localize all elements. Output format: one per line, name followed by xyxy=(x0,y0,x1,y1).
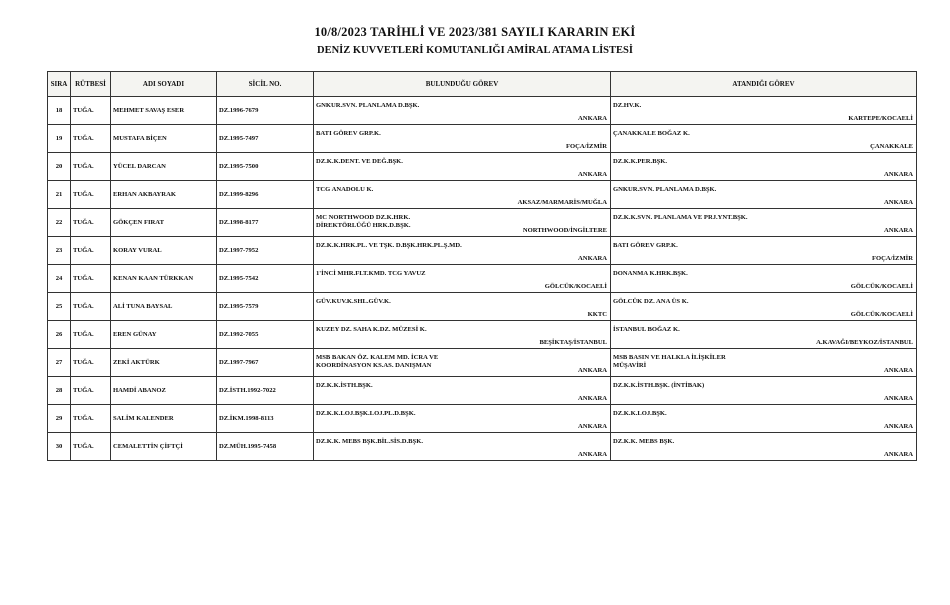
atandigi-gorev-yer: KARTEPE/KOCAELİ xyxy=(848,115,913,122)
row-sicil-no: DZ.1992-7055 xyxy=(217,321,314,349)
row-atandigi-gorev xyxy=(611,405,917,433)
row-sira: 19 xyxy=(48,125,71,153)
table-row xyxy=(48,265,917,293)
bulundugu-gorev-yer: ANKARA xyxy=(578,395,607,402)
bulundugu-gorev-text: DZ.K.K.LOJ.BŞK.LOJ.PL.D.BŞK. xyxy=(316,410,416,417)
column-header-bulundugu-gorev: BULUNDUĞU GÖREV xyxy=(314,72,611,97)
row-bulundugu-gorev xyxy=(314,377,611,405)
bulundugu-gorev-text: MC NORTHWOOD DZ.K.HRK. DİREKTÖRLÜĞÜ HRK.D.BŞK. xyxy=(316,214,411,229)
row-rutbe: TUĞA. xyxy=(71,209,111,237)
atandigi-gorev-text: DZ.K.K. MEBS BŞK. xyxy=(613,438,675,445)
row-sira: 30 xyxy=(48,433,71,461)
atandigi-gorev-yer: ANKARA xyxy=(884,423,913,430)
row-atandigi-gorev xyxy=(611,293,917,321)
atandigi-gorev-text: DZ.K.K.SVN. PLANLAMA VE PRJ.YNT.BŞK. xyxy=(613,214,748,221)
row-bulundugu-gorev xyxy=(314,293,611,321)
bulundugu-gorev-text: DZ.K.K.HRK.PL. VE TŞK. D.BŞK.HRK.PL.Ş.MD. xyxy=(316,242,462,249)
column-header-atandigi-gorev: ATANDIĞI GÖREV xyxy=(611,72,917,97)
row-sira: 21 xyxy=(48,181,71,209)
row-sira: 29 xyxy=(48,405,71,433)
row-rutbe: TUĞA. xyxy=(71,97,111,125)
row-bulundugu-gorev xyxy=(314,125,611,153)
row-sira: 26 xyxy=(48,321,71,349)
row-sicil-no: DZ.1997-7967 xyxy=(217,349,314,377)
atandigi-gorev-text: ÇANAKKALE BOĞAZ K. xyxy=(613,130,690,137)
row-atandigi-gorev xyxy=(611,153,917,181)
row-rutbe: TUĞA. xyxy=(71,153,111,181)
bulundugu-gorev-text: TCG ANADOLU K. xyxy=(316,186,374,193)
atandigi-gorev-yer: A.KAVAĞI/BEYKOZ/İSTANBUL xyxy=(816,339,913,346)
row-rutbe: TUĞA. xyxy=(71,237,111,265)
table-row xyxy=(48,237,917,265)
bulundugu-gorev-yer: AKSAZ/MARMARİS/MUĞLA xyxy=(517,199,607,206)
row-ad-soyad: KORAY VURAL xyxy=(111,237,217,265)
row-sira: 22 xyxy=(48,209,71,237)
row-atandigi-gorev xyxy=(611,265,917,293)
bulundugu-gorev-yer: NORTHWOOD/İNGİLTERE xyxy=(522,227,607,234)
row-sicil-no: DZ.1995-7542 xyxy=(217,265,314,293)
table-row xyxy=(48,405,917,433)
row-sicil-no: DZ.1998-8177 xyxy=(217,209,314,237)
atandigi-gorev-yer: ANKARA xyxy=(884,199,913,206)
row-bulundugu-gorev xyxy=(314,181,611,209)
table-row xyxy=(48,97,917,125)
row-rutbe: TUĞA. xyxy=(71,405,111,433)
row-ad-soyad: MUSTAFA BİÇEN xyxy=(111,125,217,153)
row-ad-soyad: ALİ TUNA BAYSAL xyxy=(111,293,217,321)
row-sira: 18 xyxy=(48,97,71,125)
row-bulundugu-gorev xyxy=(314,237,611,265)
bulundugu-gorev-yer: FOÇA/İZMİR xyxy=(565,143,607,150)
atandigi-gorev-text: DZ.K.K.LOJ.BŞK. xyxy=(613,410,667,417)
row-rutbe: TUĞA. xyxy=(71,265,111,293)
atandigi-gorev-yer: ANKARA xyxy=(884,171,913,178)
table-row xyxy=(48,349,917,377)
bulundugu-gorev-yer: BEŞİKTAŞ/İSTANBUL xyxy=(539,339,607,346)
row-atandigi-gorev xyxy=(611,377,917,405)
atandigi-gorev-text: DZ.K.K.PER.BŞK. xyxy=(613,158,668,165)
row-atandigi-gorev xyxy=(611,433,917,461)
row-ad-soyad: SALİM KALENDER xyxy=(111,405,217,433)
row-atandigi-gorev xyxy=(611,97,917,125)
bulundugu-gorev-text: MSB BAKAN ÖZ. KALEM MD. İCRA VE KOORDİNASYON KS.AS. DANIŞMAN xyxy=(316,354,439,369)
row-ad-soyad: KENAN KAAN TÜRKKAN xyxy=(111,265,217,293)
row-bulundugu-gorev xyxy=(314,405,611,433)
row-rutbe: TUĞA. xyxy=(71,377,111,405)
atandigi-gorev-yer: GÖLCÜK/KOCAELİ xyxy=(850,311,913,318)
bulundugu-gorev-text: BATI GÖREV GRP.K. xyxy=(316,130,381,137)
row-sira: 23 xyxy=(48,237,71,265)
column-header-rutbe: RÜTBESİ xyxy=(71,72,111,97)
row-rutbe: TUĞA. xyxy=(71,181,111,209)
row-ad-soyad: CEMALETTİN ÇİFTÇİ xyxy=(111,433,217,461)
bulundugu-gorev-yer: ANKARA xyxy=(578,423,607,430)
row-atandigi-gorev xyxy=(611,125,917,153)
row-sicil-no: DZ.MÜH.1995-7458 xyxy=(217,433,314,461)
row-sicil-no: DZ.İSTH.1992-7022 xyxy=(217,377,314,405)
document-subtitle: DENİZ KUVVETLERİ KOMUTANLIĞI AMİRAL ATAMA LİSTESİ xyxy=(317,45,633,56)
bulundugu-gorev-text: DZ.K.K.DENT. VE DEĞ.BŞK. xyxy=(316,158,403,165)
atandigi-gorev-text: BATI GÖREV GRP.K. xyxy=(613,242,678,249)
row-rutbe: TUĞA. xyxy=(71,293,111,321)
table-row xyxy=(48,125,917,153)
atandigi-gorev-yer: ÇANAKKALE xyxy=(870,143,913,150)
table-header-row xyxy=(48,72,917,97)
row-sira: 20 xyxy=(48,153,71,181)
row-sira: 27 xyxy=(48,349,71,377)
atandigi-gorev-yer: ANKARA xyxy=(884,367,913,374)
row-rutbe: TUĞA. xyxy=(71,125,111,153)
row-ad-soyad: EREN GÜNAY xyxy=(111,321,217,349)
table-row xyxy=(48,153,917,181)
row-sicil-no: DZ.1997-7952 xyxy=(217,237,314,265)
document-title: 10/8/2023 TARİHLİ VE 2023/381 SAYILI KARARIN EKİ xyxy=(314,25,636,39)
atandigi-gorev-text: DZ.K.K.İSTH.BŞK. (İNTİBAK) xyxy=(613,382,705,389)
table-row xyxy=(48,321,917,349)
column-header-ad-soyad: ADI SOYADI xyxy=(111,72,217,97)
row-bulundugu-gorev xyxy=(314,321,611,349)
row-atandigi-gorev xyxy=(611,209,917,237)
table-row xyxy=(48,209,917,237)
bulundugu-gorev-yer: ANKARA xyxy=(578,367,607,374)
bulundugu-gorev-text: 1'İNCİ MHR.FLT.KMD. TCG YAVUZ xyxy=(316,270,426,277)
bulundugu-gorev-yer: ANKARA xyxy=(578,115,607,122)
atandigi-gorev-yer: GÖLCÜK/KOCAELİ xyxy=(850,283,913,290)
column-header-sira: SIRA xyxy=(48,72,71,97)
atandigi-gorev-yer: ANKARA xyxy=(884,451,913,458)
atandigi-gorev-text: DZ.HV.K. xyxy=(613,102,642,109)
row-atandigi-gorev xyxy=(611,349,917,377)
column-header-sicil-no: SİCİL NO. xyxy=(217,72,314,97)
bulundugu-gorev-yer: KKTC xyxy=(587,311,607,318)
row-atandigi-gorev xyxy=(611,237,917,265)
row-atandigi-gorev xyxy=(611,181,917,209)
row-sicil-no: DZ.1995-7500 xyxy=(217,153,314,181)
table-row xyxy=(48,433,917,461)
atandigi-gorev-text: İSTANBUL BOĞAZ K. xyxy=(613,326,680,333)
bulundugu-gorev-text: DZ.K.K.İSTH.BŞK. xyxy=(316,382,373,389)
row-rutbe: TUĞA. xyxy=(71,349,111,377)
row-ad-soyad: GÖKÇEN FIRAT xyxy=(111,209,217,237)
bulundugu-gorev-yer: ANKARA xyxy=(578,451,607,458)
bulundugu-gorev-text: GÜV.KUV.K.SHL.GÜV.K. xyxy=(316,298,391,305)
row-sicil-no: DZ.İKM.1998-8113 xyxy=(217,405,314,433)
row-sicil-no: DZ.1995-7579 xyxy=(217,293,314,321)
atandigi-gorev-text: GNKUR.SVN. PLANLAMA D.BŞK. xyxy=(613,186,717,193)
table-row xyxy=(48,181,917,209)
row-ad-soyad: ERHAN AKBAYRAK xyxy=(111,181,217,209)
row-bulundugu-gorev xyxy=(314,349,611,377)
row-bulundugu-gorev xyxy=(314,97,611,125)
row-ad-soyad: HAMDİ ABANOZ xyxy=(111,377,217,405)
atandigi-gorev-text: GÖLCÜK DZ. ANA ÜS K. xyxy=(613,298,689,305)
row-bulundugu-gorev xyxy=(314,265,611,293)
row-atandigi-gorev xyxy=(611,321,917,349)
bulundugu-gorev-yer: GÖLCÜK/KOCAELİ xyxy=(544,283,607,290)
row-sira: 24 xyxy=(48,265,71,293)
row-sira: 25 xyxy=(48,293,71,321)
row-ad-soyad: ZEKİ AKTÜRK xyxy=(111,349,217,377)
row-sicil-no: DZ.1999-8296 xyxy=(217,181,314,209)
row-rutbe: TUĞA. xyxy=(71,321,111,349)
row-bulundugu-gorev xyxy=(314,209,611,237)
bulundugu-gorev-text: GNKUR.SVN. PLANLAMA D.BŞK. xyxy=(316,102,420,109)
row-bulundugu-gorev xyxy=(314,153,611,181)
atandigi-gorev-text: MSB BASIN VE HALKLA İLİŞKİLER MÜŞAVİRİ xyxy=(613,354,726,369)
row-sira: 28 xyxy=(48,377,71,405)
bulundugu-gorev-yer: ANKARA xyxy=(578,255,607,262)
atandigi-gorev-text: DONANMA K.HRK.BŞK. xyxy=(613,270,688,277)
bulundugu-gorev-yer: ANKARA xyxy=(578,171,607,178)
row-ad-soyad: YÜCEL DARCAN xyxy=(111,153,217,181)
row-ad-soyad: MEHMET SAVAŞ ESER xyxy=(111,97,217,125)
assignment-table xyxy=(47,71,917,461)
bulundugu-gorev-text: KUZEY DZ. SAHA K.DZ. MÜZESİ K. xyxy=(316,326,427,333)
table-row xyxy=(48,293,917,321)
atandigi-gorev-yer: FOÇA/İZMİR xyxy=(871,255,913,262)
atandigi-gorev-yer: ANKARA xyxy=(884,227,913,234)
bulundugu-gorev-text: DZ.K.K. MEBS BŞK.BİL.SİS.D.BŞK. xyxy=(316,438,424,445)
atandigi-gorev-yer: ANKARA xyxy=(884,395,913,402)
row-rutbe: TUĞA. xyxy=(71,433,111,461)
row-sicil-no: DZ.1996-7679 xyxy=(217,97,314,125)
row-bulundugu-gorev xyxy=(314,433,611,461)
row-sicil-no: DZ.1995-7497 xyxy=(217,125,314,153)
table-row xyxy=(48,377,917,405)
